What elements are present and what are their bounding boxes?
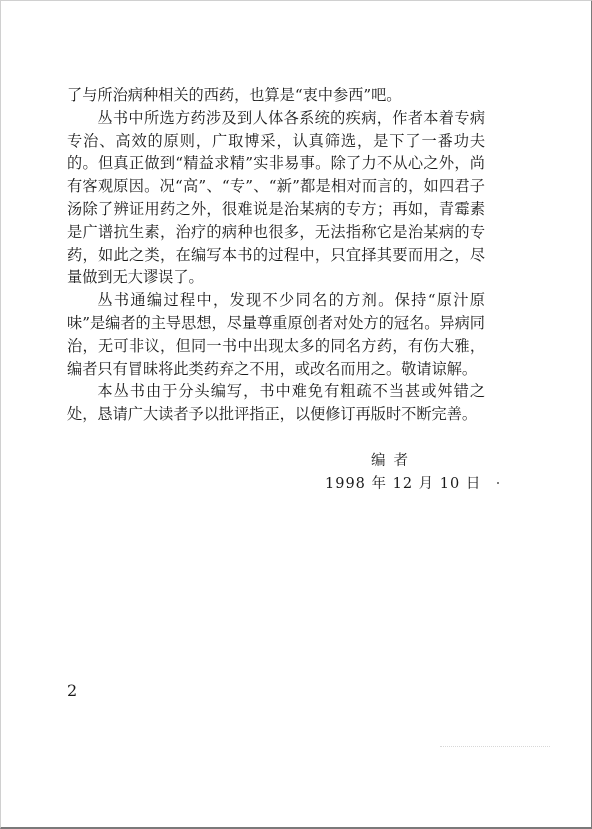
body-text	[67, 84, 485, 426]
signature-date: 1998 年 12 月 10 日	[325, 476, 482, 492]
paragraph-same-name-prescriptions: 丛书通编过程中，发现不少同名的方剂。保持“原汁原味”是编者的主导思想，尽量尊重原创者对处方的冠名。异病同治，无可非议，但同一书中出现太多的同名方药，有伤大雅，编者只有冒昧将此类药弃之不用，或改名而用之。敬请谅解。	[67, 291, 485, 378]
editor-signature: 编者	[371, 453, 416, 469]
page-number: 2	[67, 681, 78, 700]
paragraph-request-feedback: 本丛书由于分头编写，书中难免有粗疏不当甚或舛错之处，恳请广大读者予以批评指正，以便修订再版时不断完善。	[67, 382, 485, 424]
paragraph-continuation: 了与所治病种相关的西药，也算是“衷中参西”吧。	[67, 86, 402, 104]
paragraph-selection-principle: 丛书中所选方药涉及到人体各系统的疾病，作者本着专病专治、高效的原则，广取博采，认真筛选，是下了一番功夫的。但真正做到“精益求精”实非易事。除了力不从心之外，尚有客观原因。况“高”、“专”、“新”都是相对而言的，如四君子汤除了辨证用药之外，很难说是治某病的专方；再如，青霉素是广谱抗生素，治疗的病种也很多，无法指称它是治某病的专药，如此之类，在编写本书的过程中，只宜择其要而用之，尽量做到无大谬误了。	[67, 108, 485, 287]
scan-speck	[497, 482, 499, 484]
scan-artifact-dots	[440, 746, 550, 748]
